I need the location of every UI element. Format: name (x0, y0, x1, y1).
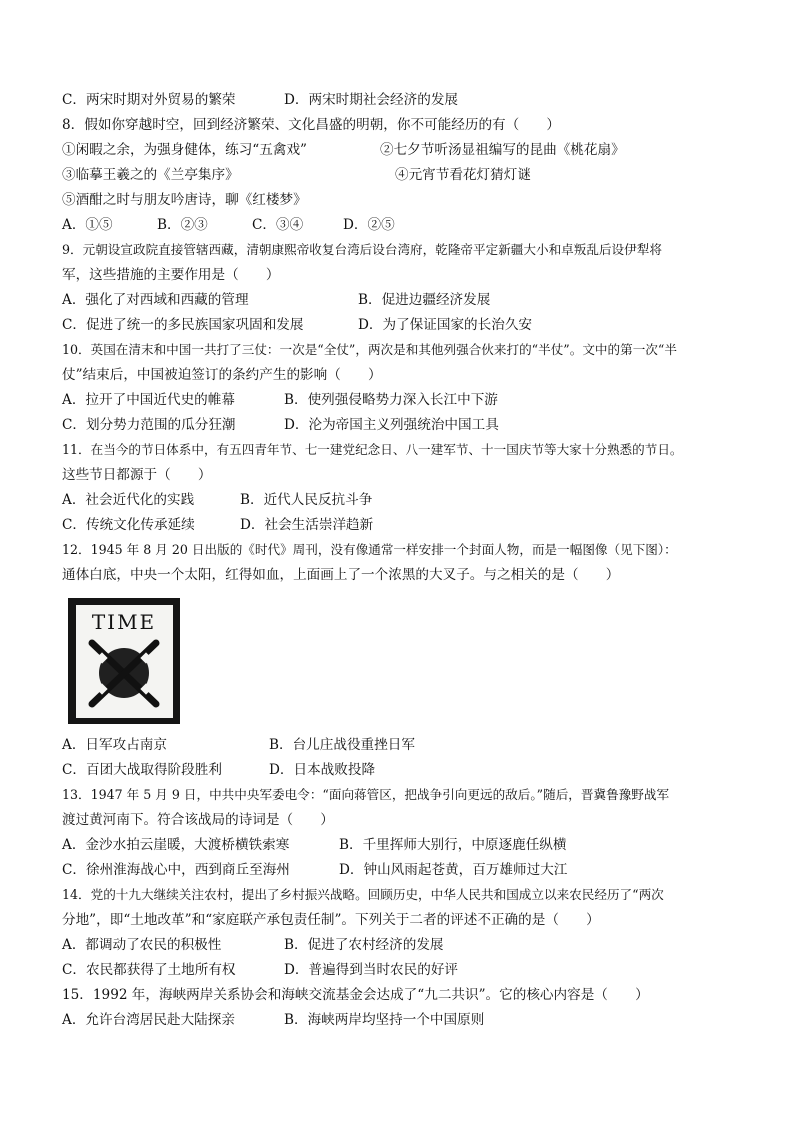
question-9-stem: 9．元朝设宣政院直接管辖西藏，清朝康熙帝收复台湾后设台湾府，乾隆帝平定新疆大小和卓叛乱后设伊犁将 (62, 242, 662, 257)
option-a: A．允许台湾居民赴大陆探亲 (62, 1012, 235, 1028)
option-b: B．使列强侵略势力深入长江中下游 (284, 392, 498, 408)
q10-options-cd (62, 416, 499, 434)
question-9-stem-cont: 军，这些措施的主要作用是（ ） (62, 267, 280, 283)
q13-options-ab (62, 836, 567, 854)
question-12-stem-cont: 通体白底，中央一个太阳，红得如血，上面画上了一个浓黑的大叉子。与之相关的是（ ） (62, 567, 620, 583)
option-a: A．拉开了中国近代史的帷幕 (62, 392, 235, 408)
q8-options (62, 216, 395, 234)
question-10-stem: 10．英国在清末和中国一共打了三仗：一次是“全仗”，两次是和其他列强合伙来打的“半仗”。文中的第一次“半 (62, 342, 677, 357)
option-a: A．日军攻占南京 (62, 737, 167, 753)
option-d: D．日本战败投降 (269, 762, 376, 778)
option-d: D．沦为帝国主义列强统治中国工具 (284, 417, 499, 433)
option-c: C．徐州淮海战心中，西到商丘至海州 (62, 862, 290, 878)
q11-options-cd (62, 516, 374, 534)
option-b: B．促进了农村经济的发展 (284, 937, 444, 953)
question-10-stem-cont: 仗”结束后，中国被迫签订的条约产生的影响（ ） (62, 367, 382, 383)
q10-options-ab (62, 391, 498, 409)
question-13-stem: 13．1947 年 5 月 9 日，中共中央军委电令：“面向蒋管区，把战争引向更远的敌后。”随后，晋冀鲁豫野战军 (62, 787, 670, 802)
time-masthead: TIME (91, 610, 157, 634)
option-a: A．①⑤ (62, 217, 113, 233)
option-c: C．③④ (252, 217, 304, 233)
option-b: B．近代人民反抗斗争 (240, 492, 373, 508)
option-c: C．农民都获得了土地所有权 (62, 962, 236, 978)
q11-options-ab (62, 491, 373, 509)
q8-item-1: ①闲暇之余，为强身健体，练习“五禽戏” (62, 142, 307, 158)
option-d: D．社会生活崇洋趋新 (240, 517, 374, 533)
question-12-stem: 12．1945 年 8 月 20 日出版的《时代》周刊，没有像通常一样安排一个封面人物，而是一幅图像（见下图）： (62, 542, 677, 557)
option-d: D．钟山风雨起苍黄，百万雄师过大江 (339, 862, 568, 878)
option-a: A．都调动了农民的积极性 (62, 937, 222, 953)
question-15-stem: 15．1992 年，海峡两岸关系协会和海峡交流基金会达成了“九二共识”。它的核心内容是（ ） (62, 987, 649, 1003)
q9-options-ab (62, 291, 491, 309)
q12-options-ab (62, 736, 415, 754)
option-d: D．普遍得到当时农民的好评 (284, 962, 459, 978)
q8-item-4: ④元宵节看花灯猜灯谜 (395, 167, 531, 183)
option-b: B．促进边疆经济发展 (358, 292, 491, 308)
option-d: D．两宋时期社会经济的发展 (284, 92, 459, 108)
option-d: D．②⑤ (343, 217, 395, 233)
q14-options-ab (62, 936, 444, 954)
option-a: A．社会近代化的实践 (62, 492, 195, 508)
q8-items-1-2 (62, 141, 625, 159)
option-a: A．强化了对西域和西藏的管理 (62, 292, 249, 308)
time-cover-svg (68, 598, 180, 724)
option-c: C．传统文化传承延续 (62, 517, 195, 533)
option-a: A．金沙水拍云崖暖，大渡桥横铁索寒 (62, 837, 290, 853)
option-b: B．千里挥师大别行，中原逐鹿任纵横 (339, 837, 567, 853)
question-14-stem: 14．党的十九大继续关注农村，提出了乡村振兴战略。回顾历史，中华人民共和国成立以来农民经历了“两次 (62, 887, 664, 902)
question-14-stem-cont: 分地”，即“土地改革”和“家庭联产承包责任制”。下列关于二者的评述不正确的是（ ） (62, 912, 600, 928)
option-b: B．②③ (157, 217, 208, 233)
q8-item-2: ②七夕节听汤显祖编写的昆曲《桃花扇》 (380, 142, 625, 158)
option-c: C．划分势力范围的瓜分狂潮 (62, 417, 236, 433)
option-c: C．两宋时期对外贸易的繁荣 (62, 92, 236, 108)
q15-options-ab (62, 1011, 485, 1029)
time-cover-image (68, 598, 180, 724)
question-8-stem: 8．假如你穿越时空，回到经济繁荣、文化昌盛的明朝，你不可能经历的有（ ） (62, 117, 561, 133)
q14-options-cd (62, 961, 459, 979)
question-13-stem-cont: 渡过黄河南下。符合该战局的诗词是（ ） (62, 812, 334, 828)
question-11-stem-cont: 这些节日都源于（ ） (62, 467, 212, 483)
q12-options-cd (62, 761, 376, 779)
q9-options-cd (62, 316, 533, 334)
q8-item-5: ⑤酒酣之时与朋友吟唐诗，聊《红楼梦》 (62, 192, 307, 208)
question-11-stem: 11．在当今的节日体系中，有五四青年节、七一建党纪念日、八一建军节、十一国庆节等大家十分熟悉的节日。 (62, 442, 683, 457)
q8-item-3: ③临摹王羲之的《兰亭集序》 (62, 167, 239, 183)
option-b: B．海峡两岸均坚持一个中国原则 (284, 1012, 485, 1028)
option-b: B．台儿庄战役重挫日军 (269, 737, 415, 753)
q13-options-cd (62, 861, 568, 879)
option-c: C．百团大战取得阶段胜利 (62, 762, 222, 778)
option-c: C．促进了统一的多民族国家巩固和发展 (62, 317, 304, 333)
q8-items-3-4 (62, 166, 531, 184)
option-d: D．为了保证国家的长治久安 (358, 317, 533, 333)
line-q7-options (62, 91, 459, 109)
